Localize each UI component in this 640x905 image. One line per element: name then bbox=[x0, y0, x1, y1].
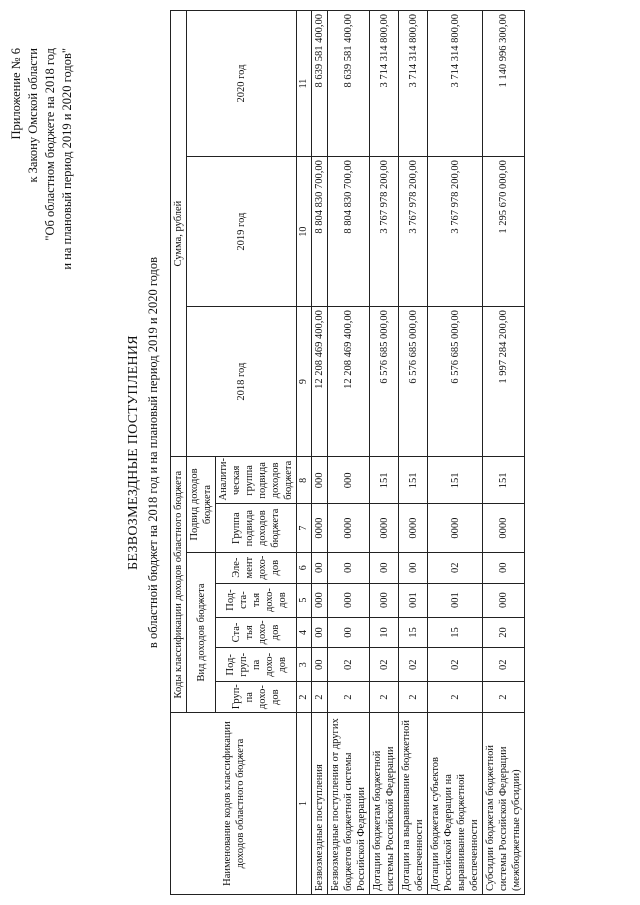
column-number: 4 bbox=[297, 617, 312, 648]
row-name-cell: Безвозмездные поступления от других бюджетов бюджетной системы Российской Федерации bbox=[328, 713, 370, 895]
row-amount-cell: 8 639 581 400,00 bbox=[312, 11, 328, 157]
row-code-cell: 00 bbox=[328, 552, 370, 583]
row-amount-cell: 8 804 830 700,00 bbox=[328, 157, 370, 307]
row-code-cell: 000 bbox=[312, 457, 328, 504]
table-row bbox=[428, 11, 483, 895]
column-number: 8 bbox=[297, 457, 312, 504]
row-amount-cell: 12 208 469 400,00 bbox=[328, 307, 370, 457]
appendix-line: к Закону Омской области bbox=[26, 48, 40, 183]
revenue-table bbox=[170, 10, 525, 895]
row-code-cell: 02 bbox=[428, 552, 483, 583]
appendix-line: и на плановый период 2019 и 2020 годов" bbox=[60, 48, 74, 270]
row-code-cell: 15 bbox=[428, 617, 483, 648]
row-code-cell: 000 bbox=[328, 457, 370, 504]
row-code-cell: 0000 bbox=[483, 504, 525, 552]
row-amount-cell: 6 576 685 000,00 bbox=[370, 307, 399, 457]
appendix-note bbox=[8, 48, 76, 270]
header-year-2020: 2020 год bbox=[187, 11, 297, 157]
row-code-cell: 00 bbox=[312, 648, 328, 682]
column-number: 11 bbox=[297, 11, 312, 157]
column-number: 2 bbox=[297, 682, 312, 713]
header-group: Груп-па дохо-дов bbox=[216, 682, 297, 713]
header-subkind-group: Группа подвида доходов бюджета bbox=[216, 504, 297, 552]
header-year-2019: 2019 год bbox=[187, 157, 297, 307]
row-code-cell: 2 bbox=[399, 682, 428, 713]
row-code-cell: 02 bbox=[370, 648, 399, 682]
row-amount-cell: 3 714 314 800,00 bbox=[399, 11, 428, 157]
header-analytic-group: Аналити-ческая группа подвида доходов бюджета bbox=[216, 457, 297, 504]
row-code-cell: 151 bbox=[370, 457, 399, 504]
row-code-cell: 001 bbox=[428, 583, 483, 617]
row-code-cell: 0000 bbox=[399, 504, 428, 552]
row-amount-cell: 6 576 685 000,00 bbox=[428, 307, 483, 457]
row-code-cell: 0000 bbox=[328, 504, 370, 552]
column-number-row bbox=[297, 11, 312, 895]
row-code-cell: 0000 bbox=[312, 504, 328, 552]
row-code-cell: 10 bbox=[370, 617, 399, 648]
appendix-line: "Об областном бюджете на 2018 год bbox=[43, 48, 57, 241]
row-name-cell: Дотации бюджетам бюджетной системы Российской Федерации bbox=[370, 713, 399, 895]
row-code-cell: 02 bbox=[483, 648, 525, 682]
row-code-cell: 20 bbox=[483, 617, 525, 648]
row-code-cell: 00 bbox=[312, 617, 328, 648]
header-codes: Коды классификации доходов областного бюджета bbox=[171, 457, 187, 713]
row-name-cell: Дотации бюджетам субъектов Российской Федерации на выравнивание бюджетной обеспеченности bbox=[428, 713, 483, 895]
row-amount-cell: 6 576 685 000,00 bbox=[399, 307, 428, 457]
row-code-cell: 000 bbox=[328, 583, 370, 617]
row-code-cell: 0000 bbox=[428, 504, 483, 552]
table-row bbox=[370, 11, 399, 895]
row-code-cell: 151 bbox=[399, 457, 428, 504]
table-row bbox=[483, 11, 525, 895]
row-amount-cell: 1 997 284 200,00 bbox=[483, 307, 525, 457]
row-code-cell: 2 bbox=[328, 682, 370, 713]
row-code-cell: 00 bbox=[328, 617, 370, 648]
column-number: 10 bbox=[297, 157, 312, 307]
header-element: Эле-мент дохо-дов bbox=[216, 552, 297, 583]
row-code-cell: 00 bbox=[312, 552, 328, 583]
row-code-cell: 0000 bbox=[370, 504, 399, 552]
row-code-cell: 02 bbox=[428, 648, 483, 682]
row-amount-cell: 8 639 581 400,00 bbox=[328, 11, 370, 157]
table-row bbox=[399, 11, 428, 895]
header-name: Наименование кодов классификации доходов областного бюджета bbox=[171, 713, 297, 895]
row-name-cell: Дотации на выравнивание бюджетной обеспеченности bbox=[399, 713, 428, 895]
row-code-cell: 2 bbox=[370, 682, 399, 713]
row-code-cell: 2 bbox=[483, 682, 525, 713]
document-subtitle: в областной бюджет на 2018 год и на плановый период 2019 и 2020 годов bbox=[146, 256, 160, 649]
row-amount-cell: 3 767 978 200,00 bbox=[428, 157, 483, 307]
row-code-cell: 15 bbox=[399, 617, 428, 648]
row-name-cell: Безвозмездные поступления bbox=[312, 713, 328, 895]
column-number: 7 bbox=[297, 504, 312, 552]
row-code-cell: 2 bbox=[428, 682, 483, 713]
column-number: 1 bbox=[297, 713, 312, 895]
appendix-line: Приложение № 6 bbox=[9, 48, 23, 140]
row-code-cell: 00 bbox=[483, 552, 525, 583]
row-code-cell: 001 bbox=[399, 583, 428, 617]
row-amount-cell: 1 140 996 300,00 bbox=[483, 11, 525, 157]
table-body bbox=[312, 11, 525, 895]
header-article: Ста-тья дохо-дов bbox=[216, 617, 297, 648]
row-amount-cell: 3 714 314 800,00 bbox=[370, 11, 399, 157]
row-amount-cell: 8 804 830 700,00 bbox=[312, 157, 328, 307]
row-code-cell: 000 bbox=[312, 583, 328, 617]
row-code-cell: 151 bbox=[483, 457, 525, 504]
column-number: 3 bbox=[297, 648, 312, 682]
row-code-cell: 00 bbox=[399, 552, 428, 583]
row-code-cell: 02 bbox=[328, 648, 370, 682]
column-number: 5 bbox=[297, 583, 312, 617]
row-code-cell: 00 bbox=[370, 552, 399, 583]
header-subkind: Подвид доходов бюджета bbox=[187, 457, 216, 553]
header-kind: Вид доходов бюджета bbox=[187, 552, 216, 712]
row-code-cell: 02 bbox=[399, 648, 428, 682]
row-code-cell: 000 bbox=[370, 583, 399, 617]
row-amount-cell: 12 208 469 400,00 bbox=[312, 307, 328, 457]
row-amount-cell: 3 714 314 800,00 bbox=[428, 11, 483, 157]
row-code-cell: 000 bbox=[483, 583, 525, 617]
column-number: 9 bbox=[297, 307, 312, 457]
header-year-2018: 2018 год bbox=[187, 307, 297, 457]
table-row bbox=[312, 11, 328, 895]
row-name-cell: Субсидии бюджетам бюджетной системы Российской Федерации (межбюджетные субсидии) bbox=[483, 713, 525, 895]
header-subarticle: Под-ста-тья дохо-дов bbox=[216, 583, 297, 617]
header-row bbox=[171, 11, 187, 895]
row-amount-cell: 1 295 670 000,00 bbox=[483, 157, 525, 307]
header-sum: Сумма, рублей bbox=[171, 11, 187, 457]
row-amount-cell: 3 767 978 200,00 bbox=[399, 157, 428, 307]
row-code-cell: 2 bbox=[312, 682, 328, 713]
table-row bbox=[328, 11, 370, 895]
column-number: 6 bbox=[297, 552, 312, 583]
header-subgroup: Под-груп-па дохо-дов bbox=[216, 648, 297, 682]
row-amount-cell: 3 767 978 200,00 bbox=[370, 157, 399, 307]
row-code-cell: 151 bbox=[428, 457, 483, 504]
document-title: БЕЗВОЗМЕЗДНЫЕ ПОСТУПЛЕНИЯ bbox=[126, 335, 141, 570]
